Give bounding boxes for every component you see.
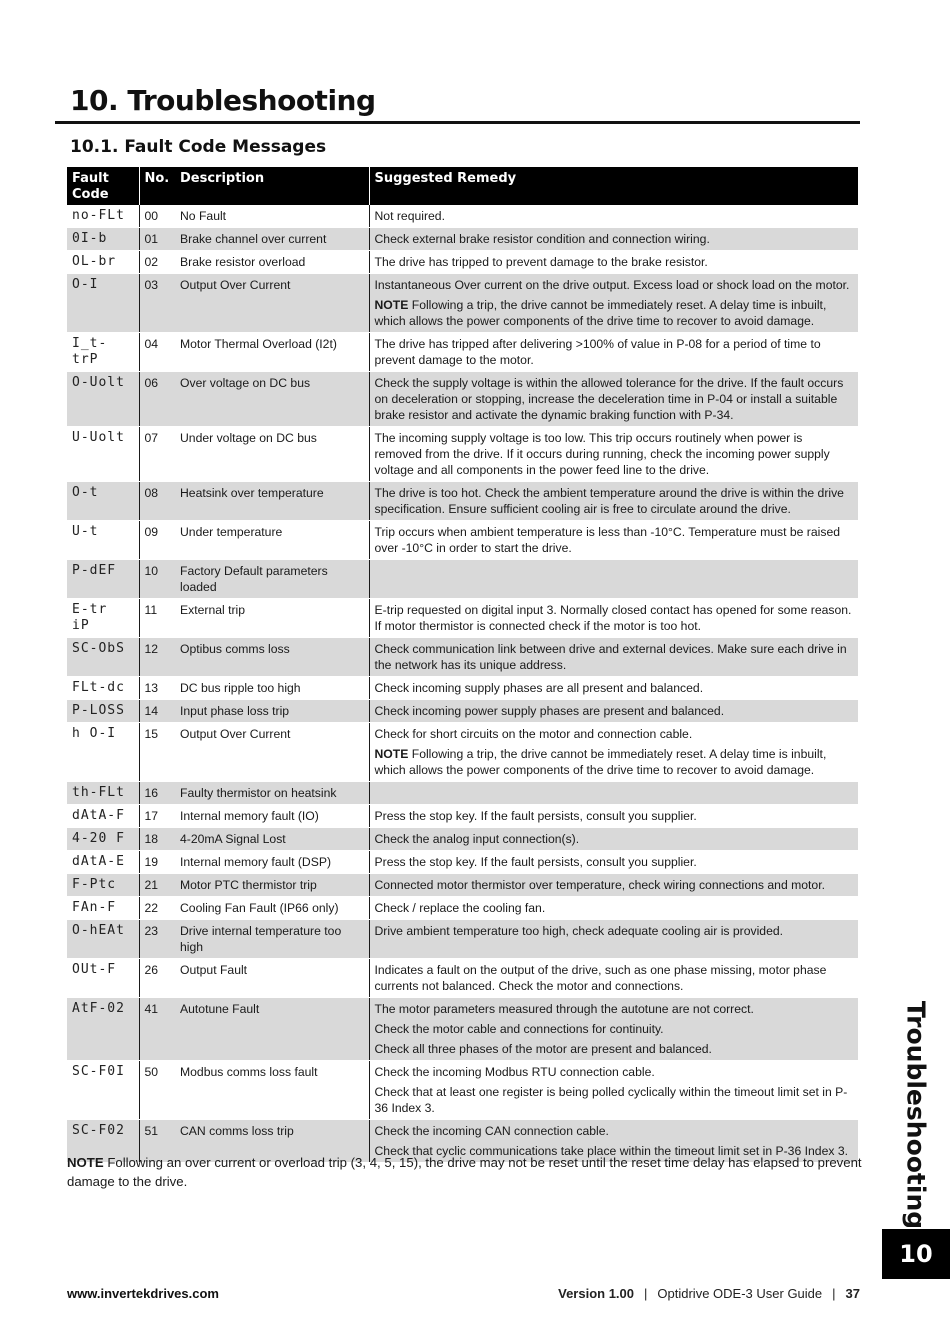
table-row xyxy=(67,851,858,874)
header-number: No. xyxy=(139,167,175,205)
fault-code-cell: I_t-trP xyxy=(67,333,139,372)
remedy-note xyxy=(375,746,854,778)
remedy-text: Check the incoming CAN connection cable. xyxy=(374,1124,609,1138)
fault-description-cell: Heatsink over temperature xyxy=(175,482,369,521)
fault-number-cell: 26 xyxy=(139,959,175,998)
fault-remedy-cell xyxy=(369,372,858,427)
fault-number-cell: 11 xyxy=(139,599,175,638)
footnote-text: Following an over current or overload trip (3, 4, 5, 15), the drive may not be reset until the reset time delay has elapsed to prevent damage to the drive. xyxy=(67,1155,862,1189)
remedy-text: Trip occurs when ambient temperature is less than -10°C. Temperature must be raised over -10°C in order to start the drive. xyxy=(374,525,840,555)
fault-code-cell: P-LOSS xyxy=(67,700,139,723)
fault-number-cell: 01 xyxy=(139,228,175,251)
fault-code-cell: SC-F0I xyxy=(67,1061,139,1120)
fault-number-cell: 50 xyxy=(139,1061,175,1120)
table-row xyxy=(67,677,858,700)
footer-website: www.invertekdrives.com xyxy=(67,1286,219,1301)
header-description: Description xyxy=(175,167,369,205)
table-row xyxy=(67,959,858,998)
table-row xyxy=(67,638,858,677)
footnote-label: NOTE xyxy=(67,1155,104,1170)
fault-remedy-cell xyxy=(369,851,858,874)
remedy-text: Check external brake resistor condition and connection wiring. xyxy=(374,232,710,246)
table-row xyxy=(67,828,858,851)
fault-description-cell: Internal memory fault (DSP) xyxy=(175,851,369,874)
remedy-text: The motor parameters measured through the autotune are not correct. xyxy=(374,1002,754,1016)
fault-number-cell: 07 xyxy=(139,427,175,482)
fault-remedy-cell xyxy=(369,482,858,521)
remedy-text: Drive ambient temperature too high, check adequate cooling air is provided. xyxy=(374,924,784,938)
table-row xyxy=(67,333,858,372)
table-row xyxy=(67,700,858,723)
fault-description-cell: Output Fault xyxy=(175,959,369,998)
fault-code-cell: FAn-F xyxy=(67,897,139,920)
fault-remedy-cell xyxy=(369,700,858,723)
remedy-text: The drive has tripped after delivering >100% of value in P-08 for a period of time to prevent damage to the motor. xyxy=(374,337,821,367)
fault-description-cell: Output Over Current xyxy=(175,274,369,333)
fault-code-cell: 4-20 F xyxy=(67,828,139,851)
fault-number-cell: 17 xyxy=(139,805,175,828)
fault-number-cell: 04 xyxy=(139,333,175,372)
table-row xyxy=(67,228,858,251)
fault-number-cell: 06 xyxy=(139,372,175,427)
table-row xyxy=(67,560,858,599)
remedy-text: Check incoming supply phases are all present and balanced. xyxy=(374,681,704,695)
remedy-text: Check the supply voltage is within the allowed tolerance for the drive. If the fault occurs on deceleration or stopping, increase the deceleration time in P-04 or install a suitable brake resistor and activate the dynamic braking function with P-34. xyxy=(374,376,844,422)
remedy-text: Connected motor thermistor over temperature, check wiring connections and motor. xyxy=(374,878,825,892)
fault-code-cell: dAtA-F xyxy=(67,805,139,828)
fault-remedy-cell xyxy=(369,959,858,998)
remedy-text: The incoming supply voltage is too low. This trip occurs routinely when power is removed from the drive. If it occurs during running, check the incoming power supply voltage and all components in the power feed line to the drive. xyxy=(374,431,830,477)
fault-remedy-cell xyxy=(369,920,858,959)
fault-number-cell: 03 xyxy=(139,274,175,333)
fault-code-cell: U-Uolt xyxy=(67,427,139,482)
fault-description-cell: Brake channel over current xyxy=(175,228,369,251)
remedy-text: Check the motor cable and connections for continuity. xyxy=(374,1022,664,1036)
remedy-text: The drive has tripped to prevent damage to the brake resistor. xyxy=(374,255,708,269)
fault-remedy-cell xyxy=(369,828,858,851)
fault-number-cell: 00 xyxy=(139,205,175,228)
fault-code-table xyxy=(67,167,858,1163)
fault-number-cell: 15 xyxy=(139,723,175,782)
fault-description-cell: Optibus comms loss xyxy=(175,638,369,677)
fault-description-cell: Cooling Fan Fault (IP66 only) xyxy=(175,897,369,920)
remedy-text: E-trip requested on digital input 3. Normally closed contact has opened for some reason. If motor thermistor is connected check if the motor is too hot. xyxy=(374,603,852,633)
fault-number-cell: 12 xyxy=(139,638,175,677)
fault-description-cell: CAN comms loss trip xyxy=(175,1120,369,1163)
remedy-text: Check for short circuits on the motor and connection cable. xyxy=(374,727,693,741)
footer-page-number: 37 xyxy=(845,1286,860,1301)
fault-number-cell: 21 xyxy=(139,874,175,897)
fault-code-cell: AtF-02 xyxy=(67,998,139,1061)
remedy-text: Not required. xyxy=(374,209,445,223)
table-row xyxy=(67,274,858,333)
fault-remedy-cell xyxy=(369,638,858,677)
fault-number-cell: 13 xyxy=(139,677,175,700)
footer-separator: | xyxy=(832,1286,836,1301)
fault-remedy-cell xyxy=(369,805,858,828)
fault-description-cell: Internal memory fault (IO) xyxy=(175,805,369,828)
fault-description-cell: External trip xyxy=(175,599,369,638)
fault-remedy-cell xyxy=(369,274,858,333)
remedy-text: The drive is too hot. Check the ambient temperature around the drive is within the drive specification. Ensure sufficient cooling air is free to circulate around the drive. xyxy=(374,486,844,516)
fault-number-cell: 16 xyxy=(139,782,175,805)
footer-guide-title: Optidrive ODE-3 User Guide xyxy=(657,1286,823,1301)
title-divider xyxy=(55,121,860,124)
table-row xyxy=(67,251,858,274)
table-row xyxy=(67,205,858,228)
fault-description-cell: Motor PTC thermistor trip xyxy=(175,874,369,897)
fault-number-cell: 14 xyxy=(139,700,175,723)
fault-number-cell: 51 xyxy=(139,1120,175,1163)
fault-code-cell: E-tr iP xyxy=(67,599,139,638)
table-row xyxy=(67,482,858,521)
page-title: 10. Troubleshooting xyxy=(70,84,376,117)
note-label: NOTE xyxy=(374,747,409,761)
header-suggested-remedy: Suggested Remedy xyxy=(369,167,858,205)
fault-description-cell: Motor Thermal Overload (I2t) xyxy=(175,333,369,372)
note-label: NOTE xyxy=(374,298,409,312)
chapter-number-badge: 10 xyxy=(882,1229,950,1279)
side-tab-label: Troubleshooting xyxy=(901,1000,931,1230)
fault-code-cell: 0I-b xyxy=(67,228,139,251)
fault-remedy-cell xyxy=(369,560,858,599)
fault-description-cell: Input phase loss trip xyxy=(175,700,369,723)
fault-description-cell: Drive internal temperature too high xyxy=(175,920,369,959)
table-row xyxy=(67,998,858,1061)
fault-number-cell: 09 xyxy=(139,521,175,560)
header-fault-code: Fault Code xyxy=(67,167,139,205)
fault-description-cell: Under temperature xyxy=(175,521,369,560)
fault-number-cell: 19 xyxy=(139,851,175,874)
fault-remedy-cell xyxy=(369,723,858,782)
fault-code-cell: F-Ptc xyxy=(67,874,139,897)
fault-code-cell: th-FLt xyxy=(67,782,139,805)
table-row xyxy=(67,521,858,560)
fault-remedy-cell xyxy=(369,677,858,700)
fault-remedy-cell xyxy=(369,782,858,805)
fault-code-cell: O-Uolt xyxy=(67,372,139,427)
remedy-text: Check the analog input connection(s). xyxy=(374,832,580,846)
table-row xyxy=(67,897,858,920)
table-row xyxy=(67,920,858,959)
fault-number-cell: 02 xyxy=(139,251,175,274)
fault-remedy-cell xyxy=(369,874,858,897)
table-row xyxy=(67,723,858,782)
fault-description-cell: Under voltage on DC bus xyxy=(175,427,369,482)
fault-number-cell: 22 xyxy=(139,897,175,920)
remedy-text: Check that cyclic communications take place within the timeout limit set in P-36 Index 3. xyxy=(374,1144,848,1158)
remedy-text: Check / replace the cooling fan. xyxy=(374,901,546,915)
fault-code-cell: dAtA-E xyxy=(67,851,139,874)
fault-description-cell: Brake resistor overload xyxy=(175,251,369,274)
fault-code-cell: U-t xyxy=(67,521,139,560)
fault-description-cell: DC bus ripple too high xyxy=(175,677,369,700)
table-row xyxy=(67,599,858,638)
remedy-text: Check communication link between drive and external devices. Make sure each drive in the network has its unique address. xyxy=(374,642,847,672)
fault-code-cell: FLt-dc xyxy=(67,677,139,700)
fault-remedy-cell xyxy=(369,251,858,274)
fault-remedy-cell xyxy=(369,1061,858,1120)
table-row xyxy=(67,427,858,482)
remedy-text: Indicates a fault on the output of the drive, such as one phase missing, motor phase currents not balanced. Check the motor and connections. xyxy=(374,963,827,993)
section-heading: 10.1. Fault Code Messages xyxy=(70,137,327,157)
fault-remedy-cell xyxy=(369,521,858,560)
fault-description-cell: Faulty thermistor on heatsink xyxy=(175,782,369,805)
fault-code-cell: h O-I xyxy=(67,723,139,782)
fault-description-cell: No Fault xyxy=(175,205,369,228)
table-header-row xyxy=(67,167,858,205)
fault-description-cell: Output Over Current xyxy=(175,723,369,782)
fault-remedy-cell xyxy=(369,897,858,920)
fault-number-cell: 18 xyxy=(139,828,175,851)
fault-code-cell: O-hEAt xyxy=(67,920,139,959)
fault-table-body xyxy=(67,205,858,1163)
footer-version: Version 1.00 xyxy=(558,1286,635,1301)
table-row xyxy=(67,1061,858,1120)
remedy-text: Check that at least one register is being polled cyclically within the timeout limit set in P-36 Index 3. xyxy=(374,1085,848,1115)
remedy-text: Check the incoming Modbus RTU connection cable. xyxy=(374,1065,655,1079)
fault-remedy-cell xyxy=(369,998,858,1061)
remedy-text: Check incoming power supply phases are present and balanced. xyxy=(374,704,725,718)
footer-separator: | xyxy=(644,1286,648,1301)
fault-number-cell: 41 xyxy=(139,998,175,1061)
fault-number-cell: 23 xyxy=(139,920,175,959)
fault-description-cell: 4-20mA Signal Lost xyxy=(175,828,369,851)
remedy-text: Check all three phases of the motor are present and balanced. xyxy=(374,1042,712,1056)
footnote xyxy=(67,1153,862,1191)
fault-description-cell: Modbus comms loss fault xyxy=(175,1061,369,1120)
fault-remedy-cell xyxy=(369,333,858,372)
fault-code-cell: O-I xyxy=(67,274,139,333)
fault-number-cell: 10 xyxy=(139,560,175,599)
note-text: Following a trip, the drive cannot be immediately reset. A delay time is inbuilt, which allows the power components of the drive time to recover to avoid damage. xyxy=(374,298,827,328)
fault-description-cell: Factory Default parameters loaded xyxy=(175,560,369,599)
footer-info xyxy=(558,1286,860,1301)
fault-code-cell: no-FLt xyxy=(67,205,139,228)
fault-description-cell: Autotune Fault xyxy=(175,998,369,1061)
fault-remedy-cell xyxy=(369,205,858,228)
table-row xyxy=(67,782,858,805)
remedy-text: Instantaneous Over current on the drive output. Excess load or shock load on the motor. xyxy=(374,278,850,292)
table-row xyxy=(67,874,858,897)
fault-code-cell: SC-ObS xyxy=(67,638,139,677)
fault-description-cell: Over voltage on DC bus xyxy=(175,372,369,427)
fault-remedy-cell xyxy=(369,427,858,482)
note-text: Following a trip, the drive cannot be immediately reset. A delay time is inbuilt, which allows the power components of the drive time to recover to avoid damage. xyxy=(374,747,827,777)
remedy-text: Press the stop key. If the fault persists, consult you supplier. xyxy=(374,855,697,869)
remedy-text: Press the stop key. If the fault persists, consult you supplier. xyxy=(374,809,697,823)
table-row xyxy=(67,805,858,828)
fault-number-cell: 08 xyxy=(139,482,175,521)
chapter-side-tab xyxy=(888,1000,944,1230)
fault-remedy-cell xyxy=(369,599,858,638)
table-row xyxy=(67,372,858,427)
fault-code-cell: SC-F02 xyxy=(67,1120,139,1163)
fault-code-cell: O-t xyxy=(67,482,139,521)
fault-code-cell: OUt-F xyxy=(67,959,139,998)
remedy-note xyxy=(375,297,854,329)
fault-remedy-cell xyxy=(369,228,858,251)
fault-code-cell: OL-br xyxy=(67,251,139,274)
fault-code-cell: P-dEF xyxy=(67,560,139,599)
